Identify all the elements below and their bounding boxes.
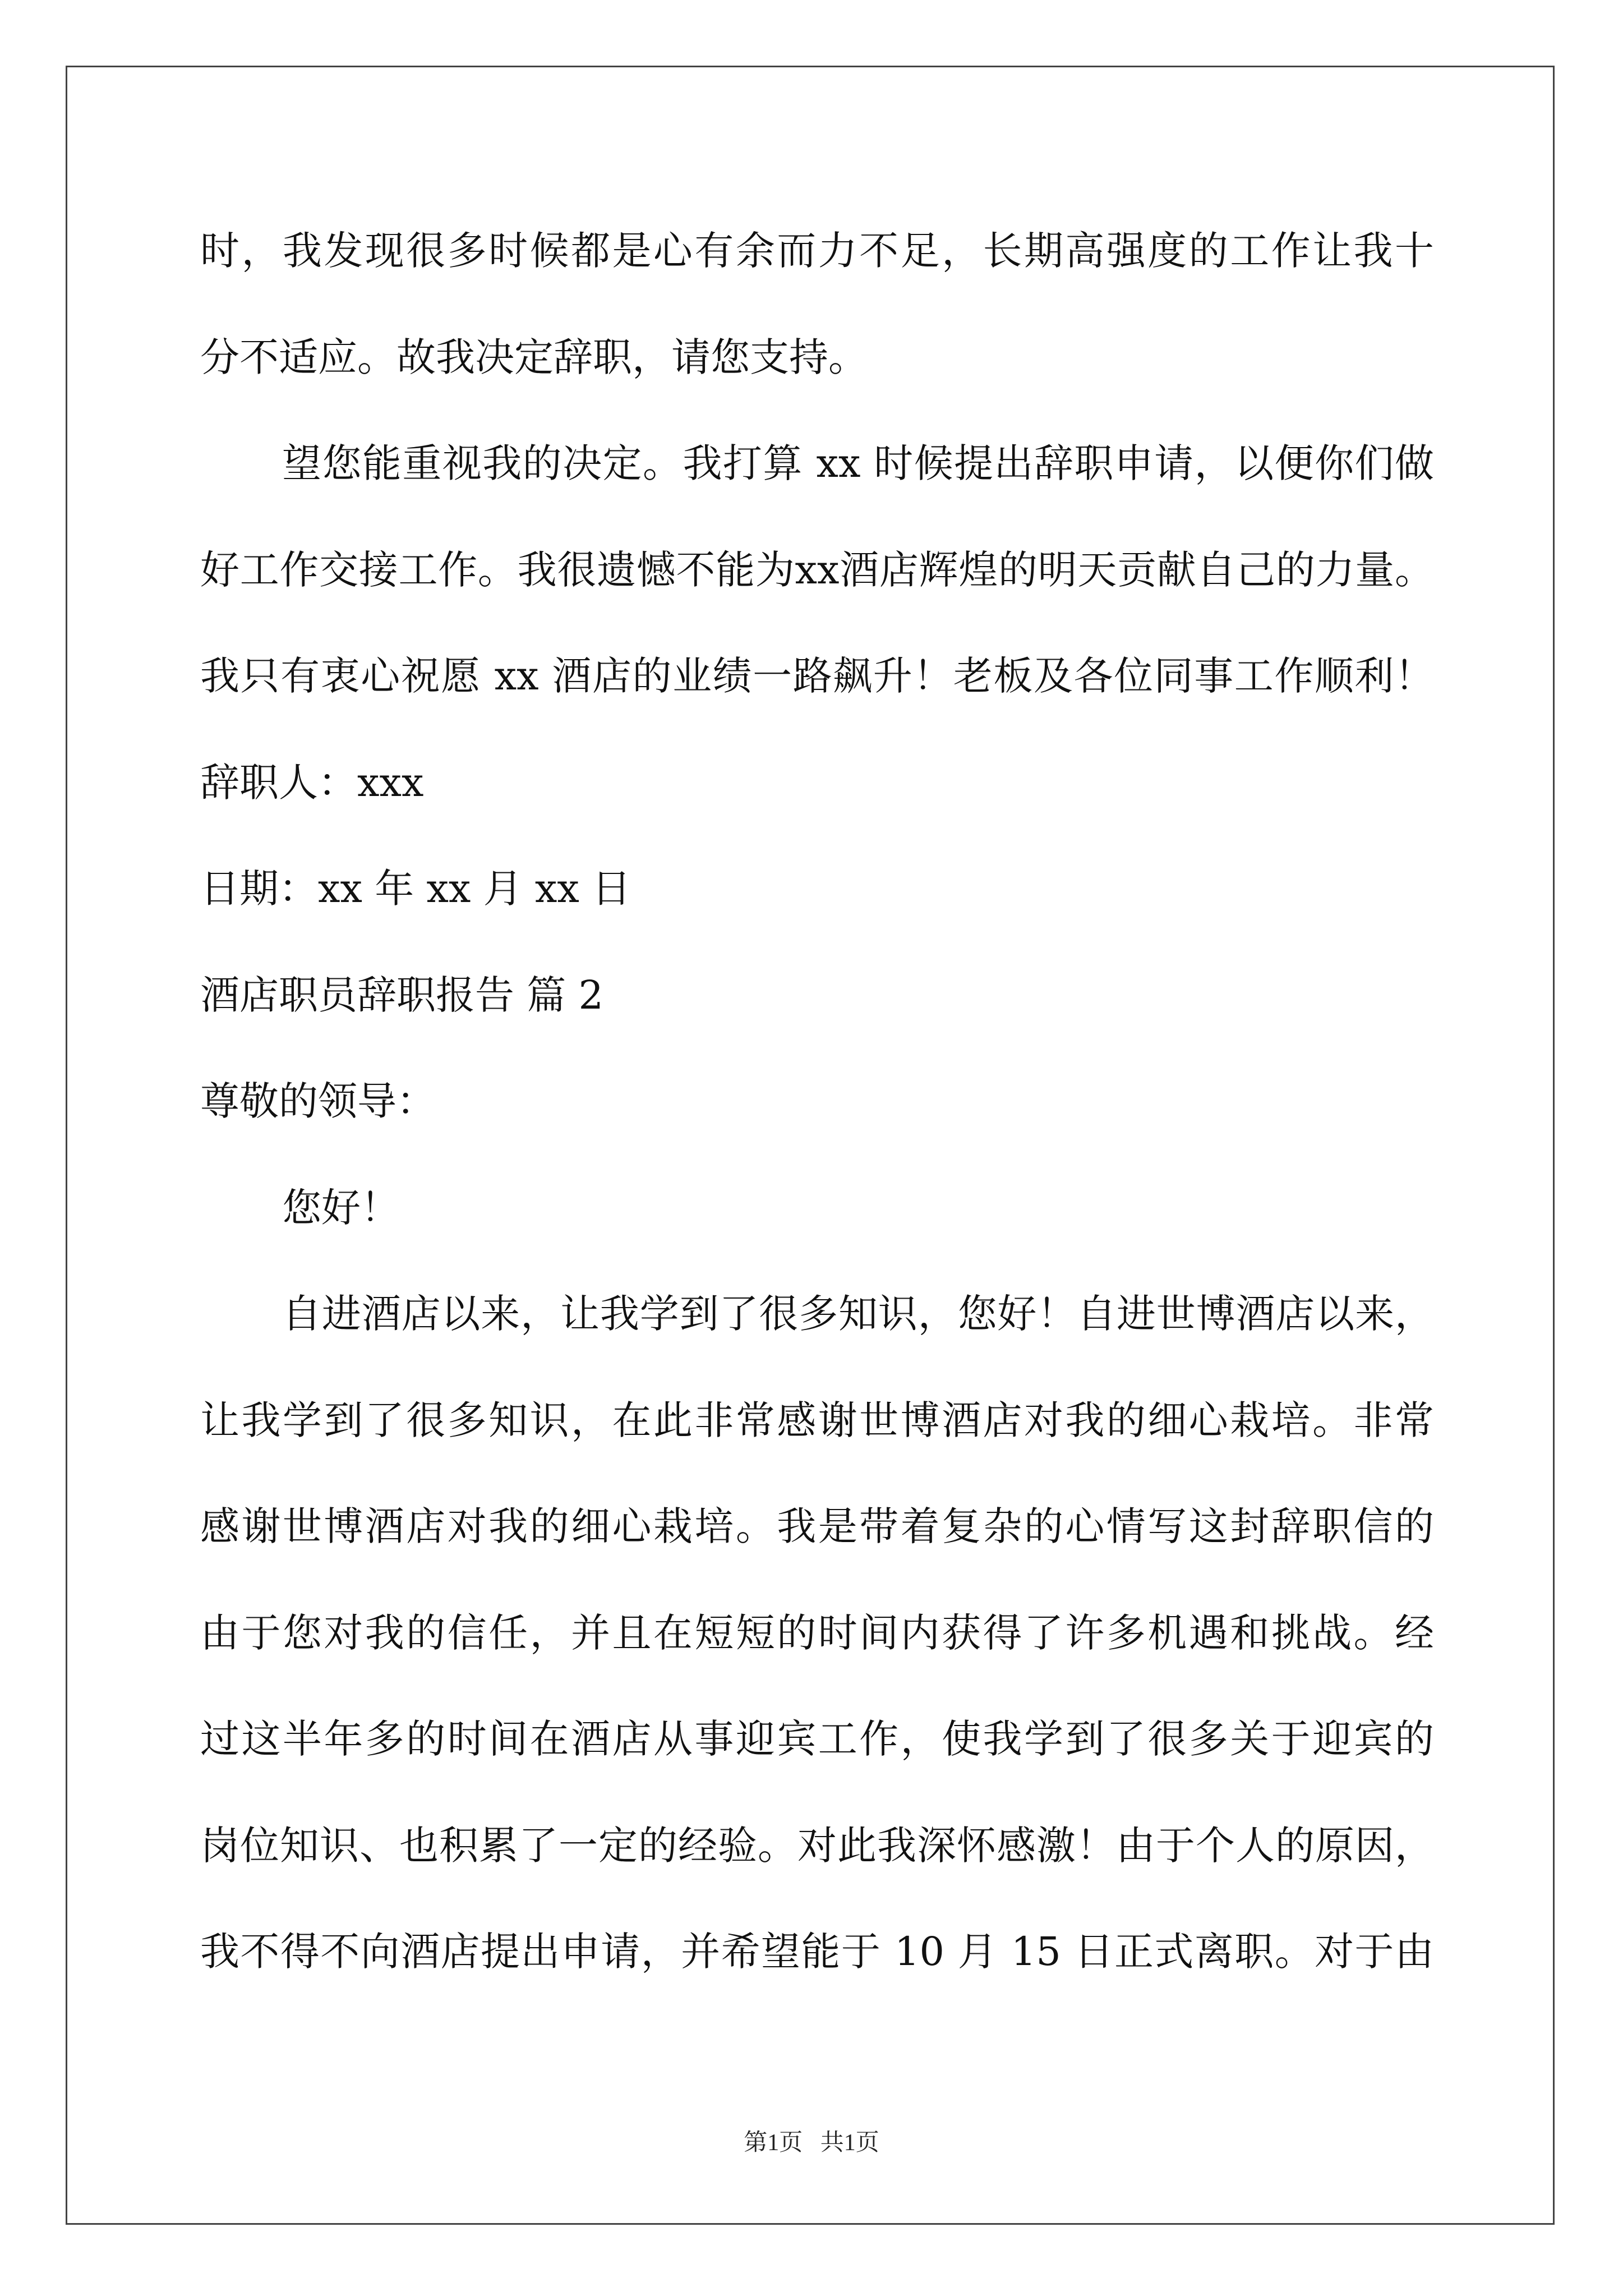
signer-line: 辞职人：xxx	[200, 759, 424, 806]
text-line: 岗位知识、也积累了一定的经验。对此我深怀感激！由于个人的原因，	[200, 1822, 1434, 1869]
text-line: 望您能重视我的决定。我打算 xx 时候提出辞职申请，以便你们做	[282, 440, 1434, 486]
text-line: 感谢世博酒店对我的细心栽培。我是带着复杂的心情写这封辞职信的	[200, 1503, 1434, 1549]
text-line: 由于您对我的信任，并且在短短的时间内获得了许多机遇和挑战。经	[200, 1609, 1434, 1656]
text-line: 我不得不向酒店提出申请，并希望能于 10 月 15 日正式离职。对于由	[200, 1929, 1434, 1975]
text-line: 时，我发现很多时候都是心有余而力不足，长期高强度的工作让我十	[200, 228, 1434, 274]
text-line: 分不适应。故我决定辞职，请您支持。	[200, 334, 868, 380]
salutation: 尊敬的领导：	[200, 1078, 436, 1124]
text-line: 自进酒店以来，让我学到了很多知识，您好！自进世博酒店以来，	[282, 1291, 1434, 1337]
document-body	[200, 198, 1434, 2005]
text-line: 过这半年多的时间在酒店从事迎宾工作，使我学到了很多关于迎宾的	[200, 1716, 1434, 1762]
text-line: 好工作交接工作。我很遗憾不能为xx酒店辉煌的明天贡献自己的力量。	[200, 546, 1434, 593]
text-line: 让我学到了很多知识，在此非常感谢世博酒店对我的细心栽培。非常	[200, 1397, 1434, 1443]
page-footer: 第1页 共1页	[744, 2130, 879, 2156]
greeting: 您好！	[282, 1184, 400, 1231]
section-heading: 酒店职员辞职报告 篇 2	[200, 972, 604, 1018]
text-line: 我只有衷心祝愿 xx 酒店的业绩一路飙升！老板及各位同事工作顺利！	[200, 653, 1434, 699]
date-line: 日期：xx 年 xx 月 xx 日	[200, 866, 631, 912]
